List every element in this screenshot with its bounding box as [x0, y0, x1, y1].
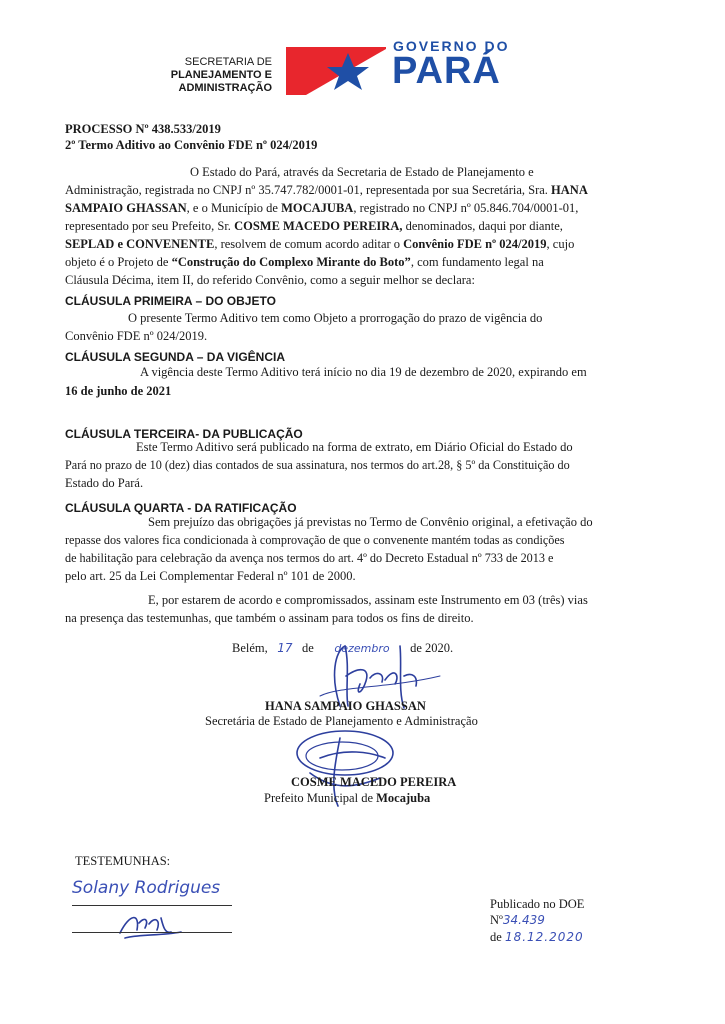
clause-4-title: CLÁUSULA QUARTA - DA RATIFICAÇÃO — [65, 501, 297, 515]
intro-line-2: Administração, registrada no CNPJ nº 35.747.782/0001-01, representada por sua Secretária, Sra. HANA — [65, 183, 588, 197]
intro-line-5: SEPLAD e CONVENENTE, resolvem de comum acordo aditar o Convênio FDE nº 024/2019, cujo — [65, 237, 575, 251]
intro-line-7: Cláusula Décima, item II, do referido Convênio, como a seguir melhor se declara: — [65, 273, 475, 287]
date-line: Belém, 17 de dezembro de 2020. — [232, 639, 492, 658]
signer-2-name: COSME MACEDO PEREIRA — [291, 775, 457, 789]
witness-2-line — [72, 932, 232, 933]
publication-date: de 18.12.2020 — [490, 930, 584, 944]
clause-1-line-2: Convênio FDE nº 024/2019. — [65, 329, 208, 343]
clause-4-line-1: Sem prejuízo das obrigações já previstas no Termo de Convênio original, a efetivação do — [148, 515, 593, 529]
process-subtitle: 2º Termo Aditivo ao Convênio FDE nº 024/2019 — [65, 138, 318, 152]
clause-1-line-1: O presente Termo Aditivo tem como Objeto a prorrogação do prazo de vigência do — [128, 311, 543, 325]
signer-2-role: Prefeito Municipal de Mocajuba — [264, 791, 431, 805]
clause-2-title: CLÁUSULA SEGUNDA – DA VIGÊNCIA — [65, 350, 286, 364]
intro-line-6: objeto é o Projeto de “Construção do Complexo Mirante do Boto”, com fundamento legal na — [65, 255, 544, 269]
clause-3-line-1: Este Termo Aditivo será publicado na forma de extrato, em Diário Oficial do Estado do — [136, 440, 573, 454]
governo-do-label: GOVERNO DO — [393, 38, 510, 54]
secretaria-line-2: PLANEJAMENTO E — [170, 69, 272, 81]
signer-1-role: Secretária de Estado de Planejamento e Administração — [205, 714, 478, 728]
intro-line-1: O Estado do Pará, através da Secretaria de Estado de Planejamento e — [190, 165, 534, 179]
clause-4-line-2: repasse dos valores fica condicionada à comprovação de que o convenente mantém todas as condições — [65, 533, 565, 547]
clause-2-line-1: A vigência deste Termo Aditivo terá início no dia 19 de dezembro de 2020, expirando em — [140, 365, 587, 379]
clause-3-line-2: Pará no prazo de 10 (dez) dias contados de sua assinatura, nos termos do art.28, § 5º da Constituição do — [65, 458, 570, 472]
witness-1-line — [72, 905, 232, 906]
closing-line-1: E, por estarem de acordo e compromissados, assinam este Instrumento em 03 (três) vias — [148, 593, 588, 607]
clause-3-line-3: Estado do Pará. — [65, 476, 144, 490]
secretaria-line-3: ADMINISTRAÇÃO — [178, 82, 272, 94]
closing-line-2: na presença das testemunhas, que também o assinam para todos os fins de direito. — [65, 611, 474, 625]
date-month-handwritten: dezembro — [334, 642, 390, 655]
clause-3-title: CLÁUSULA TERCEIRA- DA PUBLICAÇÃO — [65, 427, 303, 441]
clause-4-line-3: de habilitação para celebração da avença nos termos do art. 4º do Decreto Estadual nº 733 de 2013 e — [65, 551, 554, 565]
date-day-handwritten: 17 — [277, 641, 293, 655]
witness-1-signature: Solany Rodrigues — [72, 878, 221, 898]
para-label: PARÁ — [392, 50, 501, 92]
secretaria-line-1: SECRETARIA DE — [184, 56, 272, 68]
clause-1-title: CLÁUSULA PRIMEIRA – DO OBJETO — [65, 294, 276, 308]
witness-2-signature-icon — [115, 908, 185, 944]
intro-line-4: representado por seu Prefeito, Sr. COSME MACEDO PEREIRA, denominados, daqui por diante, — [65, 219, 563, 233]
process-number: PROCESSO Nº 438.533/2019 — [65, 122, 221, 136]
para-flag-logo-icon — [286, 45, 388, 97]
signer-1-name: HANA SAMPAIO GHASSAN — [265, 699, 426, 713]
publication-label: Publicado no DOE — [490, 897, 585, 911]
publication-number: Nº34.439 — [490, 913, 545, 927]
clause-4-line-4: pelo art. 25 da Lei Complementar Federal nº 101 de 2000. — [65, 569, 356, 583]
clause-2-line-2: 16 de junho de 2021 — [65, 384, 172, 398]
intro-line-3: SAMPAIO GHASSAN, e o Município de MOCAJUBA, registrado no CNPJ nº 05.846.704/0001-01, — [65, 201, 579, 215]
witnesses-label: TESTEMUNHAS: — [75, 854, 171, 868]
